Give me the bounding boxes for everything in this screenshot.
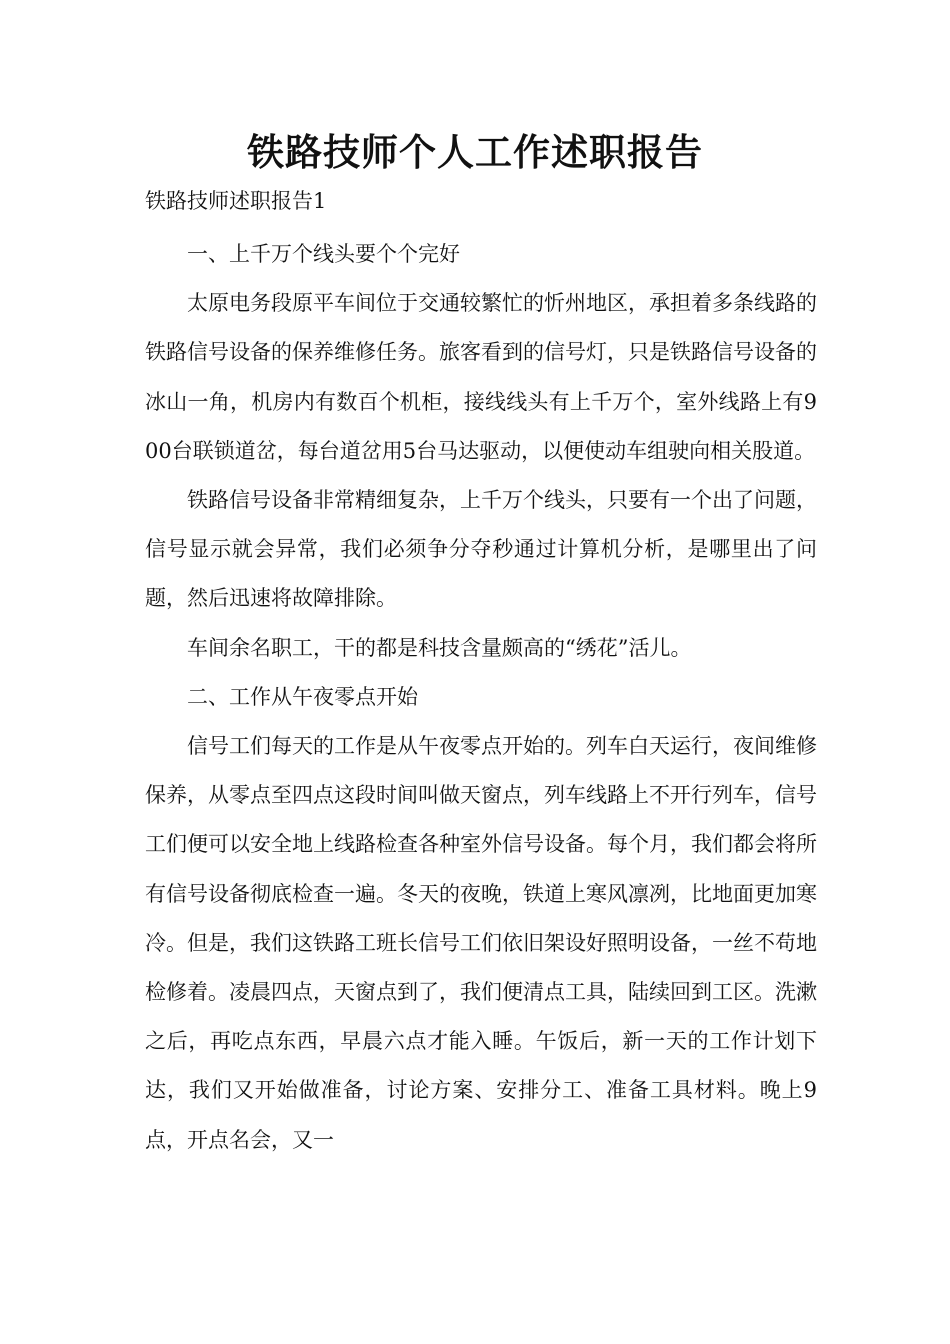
document-subtitle: 铁路技师述职报告1: [145, 189, 327, 213]
section-heading-1: 一、上千万个线头要个个完好: [187, 242, 460, 266]
section-heading-2: 二、工作从午夜零点开始: [187, 684, 418, 709]
paragraph: 车间余名职工，干的都是科技含量颇高的“绣花”活儿。: [187, 635, 692, 660]
document-title: 铁路技师个人工作述职报告: [247, 130, 703, 174]
paragraph: 信号工们每天的工作是从午夜零点开始的。列车白天运行，夜间维修保养，从零点至四点这段时间叫做天窗点，列车线路上不开行列车，信号工们便可以安全地上线路检查各种室外信号设备。每个月，我们都会将所有信号设备彻底检查一遍。冬天的夜晚，铁道上寒风凛冽，比地面更加寒冷。但是，我们这铁路工班长信号工们依旧架设好照明设备，一丝不苟地检修着。凌晨四点，天窗点到了，我们便清点工具，陆续回到工区。洗漱之后，再吃点东西，早晨六点才能入睡。午饭后，新一天的工作计划下达，我们又开始做准备，讨论方案、安排分工、准备工具材料。晚上9点，开点名会，又一: [145, 734, 817, 1152]
paragraph: 太原电务段原平车间位于交通较繁忙的忻州地区，承担着多条线路的铁路信号设备的保养维修任务。旅客看到的信号灯，只是铁路信号设备的冰山一角，机房内有数百个机柜，接线线头有上千万个，室外线路上有900台联锁道岔，每台道岔用5台马达驱动，以便使动车组驶向相关股道。: [145, 291, 817, 463]
paragraph: 铁路信号设备非常精细复杂，上千万个线头，只要有一个出了问题，信号显示就会异常，我们必须争分夺秒通过计算机分析，是哪里出了问题，然后迅速将故障排除。: [145, 488, 817, 611]
document-body: [145, 230, 817, 1165]
